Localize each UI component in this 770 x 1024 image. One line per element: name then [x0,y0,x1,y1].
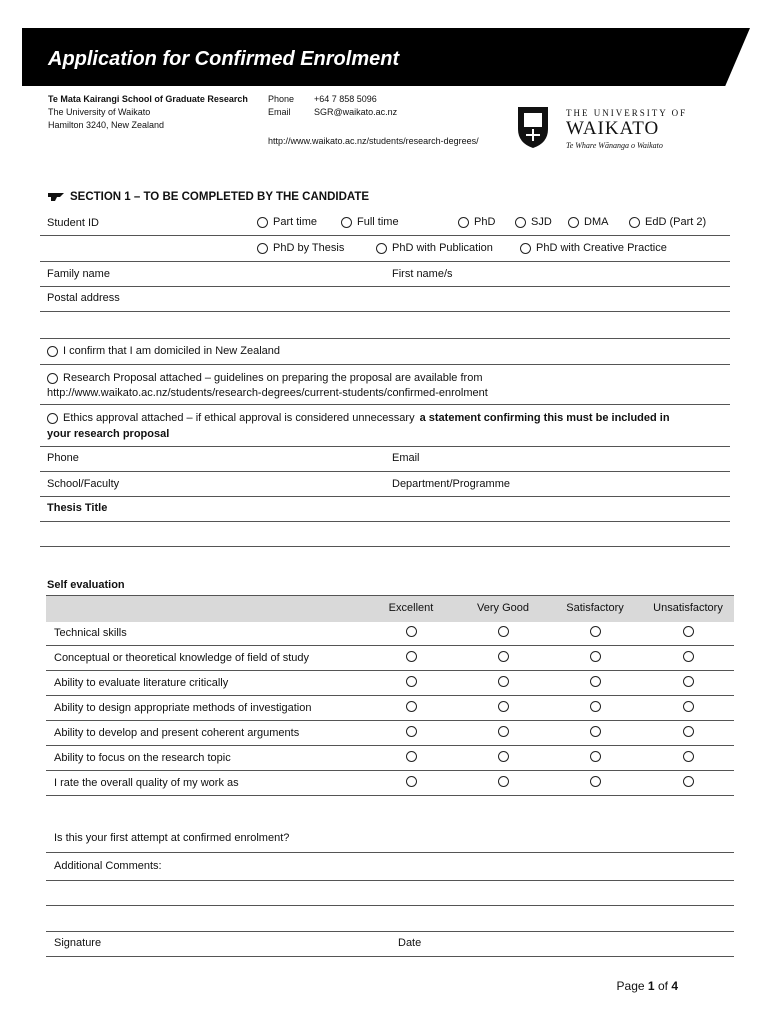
radio-icon[interactable] [257,217,268,228]
family-name-field[interactable]: Family name [47,268,110,280]
student-id-label: Student ID [47,217,99,229]
phd-option[interactable]: PhD [458,216,495,228]
divider [40,338,730,339]
rating-radio-unsatisfactory[interactable] [683,626,694,637]
section-1-heading: SECTION 1 – TO BE COMPLETED BY THE CANDIDATE [70,191,370,203]
divider [46,931,734,932]
address-line-1: The University of Waikato [48,107,151,117]
logo-university-of: THE UNIVERSITY OF [566,108,688,118]
phd-publication-option[interactable]: PhD with Publication [376,242,493,254]
divider [40,364,730,365]
divider [46,645,734,646]
evaluation-row-label: Technical skills [54,627,127,639]
logo-waikato: WAIKATO [566,118,660,139]
rating-radio-very-good[interactable] [498,676,509,687]
rating-radio-excellent[interactable] [406,751,417,762]
email-label: Email [268,107,291,117]
col-satisfactory: Satisfactory [566,602,624,614]
part-time-option[interactable]: Part time [257,216,317,228]
rating-radio-satisfactory[interactable] [590,651,601,662]
radio-icon[interactable] [520,243,531,254]
radio-icon[interactable] [341,217,352,228]
rating-radio-excellent[interactable] [406,626,417,637]
postal-address-field[interactable]: Postal address [47,292,120,304]
divider [46,880,734,881]
radio-icon[interactable] [568,217,579,228]
evaluation-row-label: Ability to design appropriate methods of investigation [54,702,312,714]
email-field[interactable]: Email [392,452,420,464]
rating-radio-very-good[interactable] [498,751,509,762]
logo-maori-name: Te Whare Wānanga o Waikato [566,141,663,150]
evaluation-row-label: Ability to focus on the research topic [54,752,231,764]
university-crest-icon [516,105,550,149]
school-faculty-field[interactable]: School/Faculty [47,478,120,490]
rating-radio-unsatisfactory[interactable] [683,676,694,687]
school-name: Te Mata Kairangi School of Graduate Research [48,94,248,104]
radio-icon[interactable] [47,413,58,424]
rating-radio-satisfactory[interactable] [590,776,601,787]
dma-option[interactable]: DMA [568,216,608,228]
rating-radio-excellent[interactable] [406,776,417,787]
divider [40,446,730,447]
divider [46,795,734,796]
rating-radio-satisfactory[interactable] [590,626,601,637]
ethics-bold-text: your research proposal [47,428,170,440]
divider [40,235,730,236]
evaluation-row-label: Conceptual or theoretical knowledge of field of study [54,652,309,664]
radio-icon[interactable] [458,217,469,228]
divider [46,695,734,696]
divider [46,956,734,957]
rating-radio-excellent[interactable] [406,701,417,712]
research-proposal-link[interactable]: http://www.waikato.ac.nz/students/research-degrees/current-students/confirmed-enrolment [47,387,488,399]
divider [40,286,730,287]
email-value[interactable]: SGR@waikato.ac.nz [314,107,398,117]
divider [40,521,730,522]
department-field[interactable]: Department/Programme [392,478,510,490]
rating-radio-excellent[interactable] [406,651,417,662]
rating-radio-very-good[interactable] [498,701,509,712]
divider [46,745,734,746]
rating-radio-satisfactory[interactable] [590,676,601,687]
divider [40,496,730,497]
divider [46,905,734,906]
divider [40,261,730,262]
page-title: Application for Confirmed Enrolment [48,48,400,70]
phone-label: Phone [268,94,295,104]
rating-radio-satisfactory[interactable] [590,751,601,762]
phone-field[interactable]: Phone [47,452,79,464]
rating-radio-unsatisfactory[interactable] [683,701,694,712]
phd-by-thesis-option[interactable]: PhD by Thesis [257,242,344,254]
col-unsatisfactory: Unsatisfactory [653,602,723,614]
divider [40,546,730,547]
radio-icon[interactable] [47,346,58,357]
divider [40,471,730,472]
divider [40,404,730,405]
radio-icon[interactable] [376,243,387,254]
domicile-checkbox[interactable]: I confirm that I am domiciled in New Zealand [47,345,280,357]
rating-radio-excellent[interactable] [406,676,417,687]
self-evaluation-title: Self evaluation [47,579,125,591]
date-field[interactable]: Date [398,937,422,949]
ethics-checkbox[interactable]: Ethics approval attached – if ethical approval is considered unnecessary a statement confirming this must be included in [47,412,670,424]
radio-icon[interactable] [47,373,58,384]
phd-creative-option[interactable]: PhD with Creative Practice [520,242,667,254]
full-time-option[interactable]: Full time [341,216,399,228]
radio-icon[interactable] [515,217,526,228]
pointing-hand-icon [48,192,64,201]
phone-value: +64 7 858 5096 [314,94,377,104]
rating-radio-satisfactory[interactable] [590,701,601,712]
divider [46,670,734,671]
rating-radio-very-good[interactable] [498,776,509,787]
divider [46,852,734,853]
radio-icon[interactable] [629,217,640,228]
radio-icon[interactable] [257,243,268,254]
rating-radio-satisfactory[interactable] [590,726,601,737]
rating-radio-excellent[interactable] [406,726,417,737]
rating-radio-unsatisfactory[interactable] [683,751,694,762]
website-link[interactable]: http://www.waikato.ac.nz/students/research-degrees/ [268,136,479,146]
evaluation-row-label: Ability to develop and present coherent arguments [54,727,300,739]
col-very-good: Very Good [477,602,529,614]
page-number: Page 1 of 4 [616,979,678,993]
divider [40,311,730,312]
research-proposal-checkbox[interactable]: Research Proposal attached – guidelines on preparing the proposal are available from [47,372,482,384]
signature-field[interactable]: Signature [54,937,102,949]
evaluation-row-label: I rate the overall quality of my work as [54,777,239,789]
rating-radio-unsatisfactory[interactable] [683,726,694,737]
thesis-title-field[interactable]: Thesis Title [47,502,108,514]
rating-radio-unsatisfactory[interactable] [683,651,694,662]
first-names-field[interactable]: First name/s [392,268,453,280]
rating-radio-very-good[interactable] [498,651,509,662]
sjd-option[interactable]: SJD [515,216,552,228]
divider [46,720,734,721]
col-excellent: Excellent [388,602,434,614]
rating-radio-unsatisfactory[interactable] [683,776,694,787]
edd-option[interactable]: EdD (Part 2) [629,216,706,228]
additional-comments-field[interactable]: Additional Comments: [54,860,162,872]
rating-radio-very-good[interactable] [498,726,509,737]
divider [46,770,734,771]
evaluation-row-label: Ability to evaluate literature critically [54,677,229,689]
first-attempt-question: Is this your first attempt at confirmed enrolment? [54,832,290,844]
rating-radio-very-good[interactable] [498,626,509,637]
address-line-2: Hamilton 3240, New Zealand [48,120,165,130]
